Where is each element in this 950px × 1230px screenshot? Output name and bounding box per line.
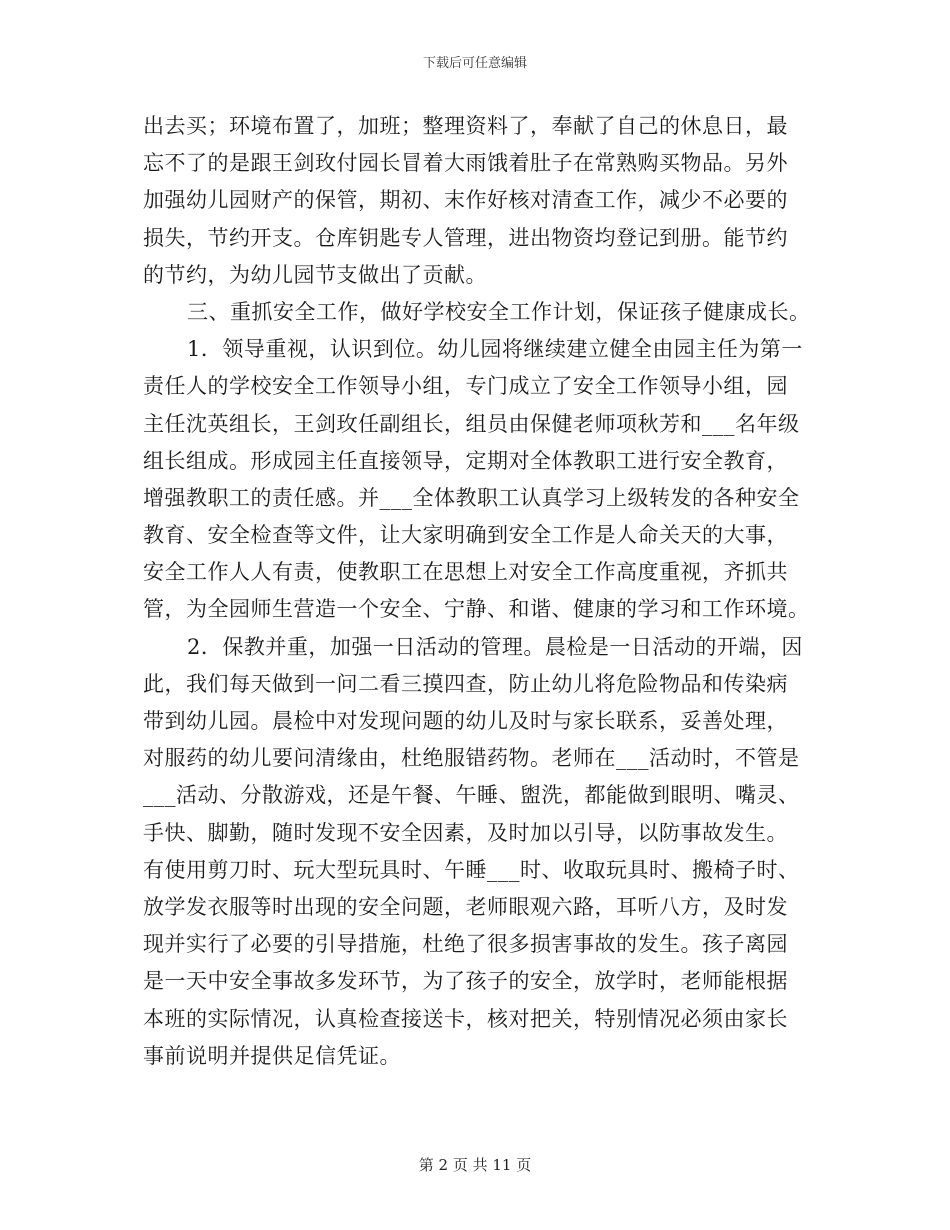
text-line: 管，为全园师生营造一个安全、宁静、和谐、健康的学习和工作环境。	[143, 597, 810, 622]
text-line: 责任人的学校安全工作领导小组，专门成立了安全工作领导小组，园	[143, 374, 788, 399]
text-line: 手快、脚勤，随时发现不安全因素，及时加以引导，以防事故发生。	[143, 820, 788, 845]
text-line: 增强教职工的责任感。并___全体教职工认真学习上级转发的各种安全	[143, 485, 800, 510]
document-body	[143, 108, 823, 1075]
text-line: 此，我们每天做到一问二看三摸四查，防止幼儿将危险物品和传染病	[143, 671, 788, 696]
text-line: 加强幼儿园财产的保管，期初、末作好核对清查工作，减少不必要的	[143, 188, 788, 213]
text-line: 损失，节约开支。仓库钥匙专人管理，进出物资均登记到册。能节约	[143, 225, 788, 250]
section-heading: 三、重抓安全工作，做好学校安全工作计划，保证孩子健康成长。	[187, 299, 811, 324]
text-line: 忘不了的是跟王剑玫付园长冒着大雨饿着肚子在常熟购买物品。另外	[143, 151, 788, 176]
text-line: 放学发衣服等时出现的安全问题，老师眼观六路，耳听八方，及时发	[143, 894, 788, 919]
text-line: 1．领导重视，认识到位。幼儿园将继续建立健全由园主任为第一	[187, 337, 803, 362]
text-line: 的节约，为幼儿园节支做出了贡献。	[143, 262, 487, 287]
text-line: 事前说明并提供足信凭证。	[143, 1043, 401, 1068]
page-number: 第 2 页 共 11 页	[418, 1156, 532, 1174]
text-line: ___活动、分散游戏，还是午餐、午睡、盥洗，都能做到眼明、嘴灵、	[143, 783, 800, 808]
text-line: 现并实行了必要的引导措施，杜绝了很多损害事故的发生。孩子离园	[143, 932, 788, 957]
text-line: 本班的实际情况，认真检查接送卡，核对把关，特别情况必须由家长	[143, 1006, 788, 1031]
text-line: 主任沈英组长，王剑玫任副组长，组员由保健老师项秋芳和___名年级	[143, 411, 800, 436]
text-line: 有使用剪刀时、玩大型玩具时、午睡___时、收取玩具时、搬椅子时、	[143, 857, 800, 882]
page-header-note: 下载后可任意编辑	[422, 56, 527, 71]
text-line: 安全工作人人有责，使教职工在思想上对安全工作高度重视，齐抓共	[143, 560, 788, 585]
text-line: 2．保教并重，加强一日活动的管理。晨检是一日活动的开端，因	[187, 634, 803, 659]
text-line: 带到幼儿园。晨检中对发现问题的幼儿及时与家长联系，妥善处理，	[143, 709, 788, 733]
text-line: 出去买；环境布置了，加班；整理资料了，奉献了自己的休息日，最	[143, 114, 788, 138]
text-line: 组长组成。形成园主任直接领导，定期对全体教职工进行安全教育，	[143, 448, 788, 473]
text-line: 教育、安全检查等文件，让大家明确到安全工作是人命关天的大事，	[143, 523, 788, 548]
text-line: 是一天中安全事故多发环节，为了孩子的安全，放学时，老师能根据	[143, 969, 788, 994]
text-line: 对服药的幼儿要问清缘由，杜绝服错药物。老师在___活动时，不管是	[143, 746, 800, 771]
